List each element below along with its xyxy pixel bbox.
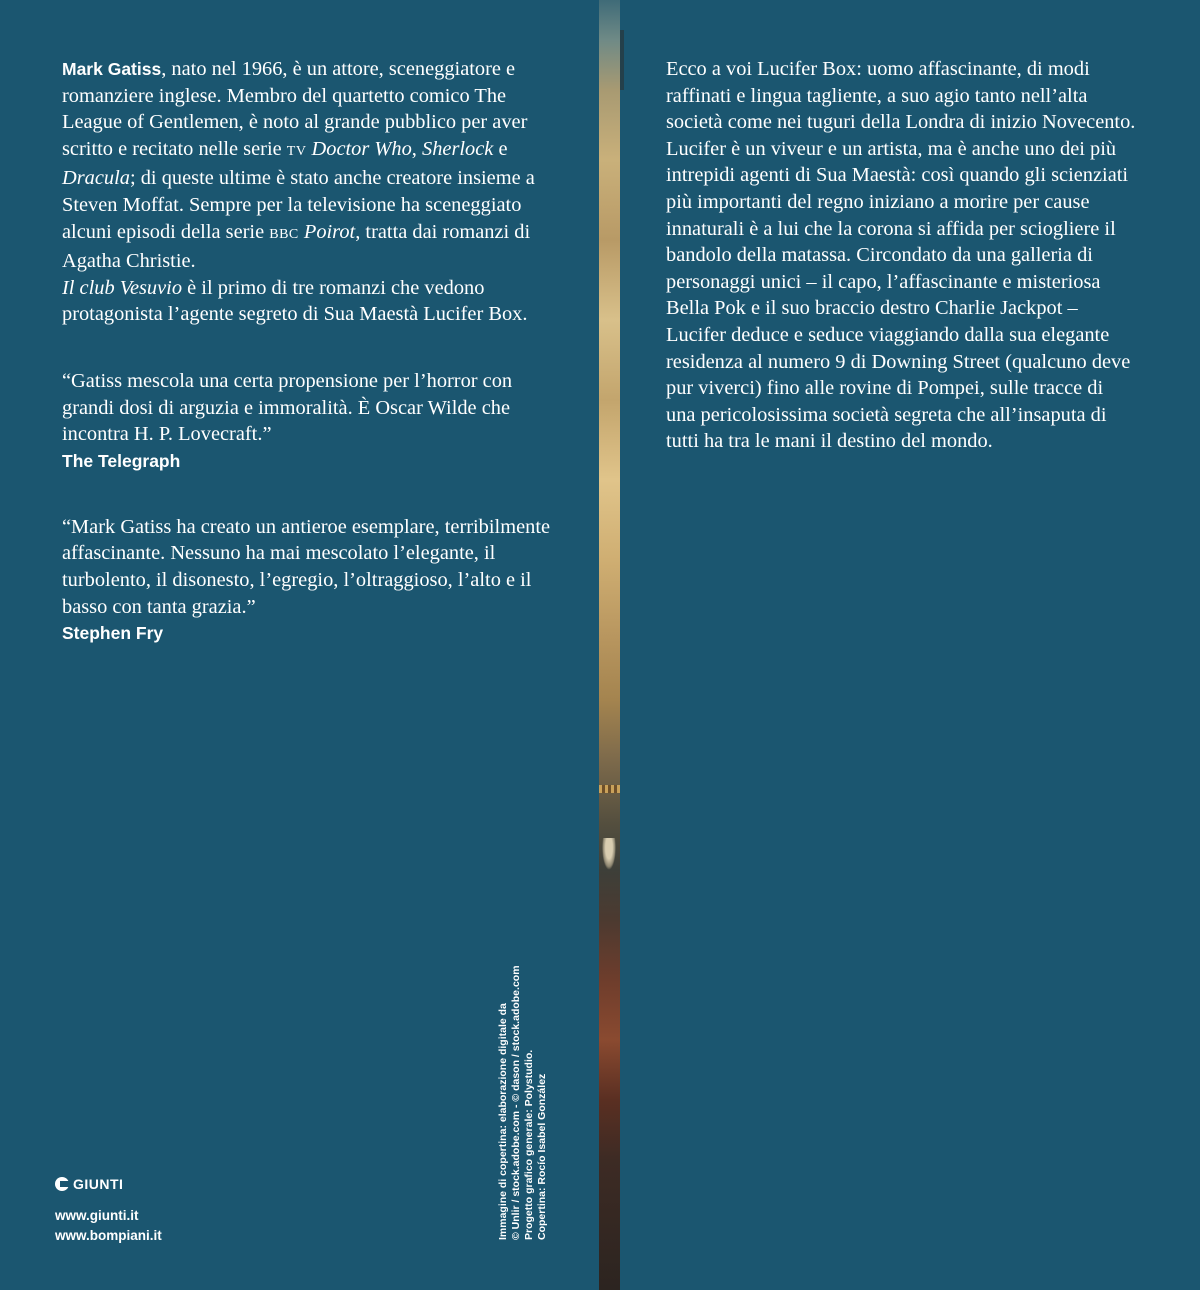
- publisher-block: [55, 1176, 162, 1246]
- quote-text: “Gatiss mescola una certa propensione per l’horror con grandi dosi di arguzia e immoralità. È Oscar Wilde che incontra H. P. Lovecraft.”: [62, 369, 513, 446]
- review-quote: [62, 514, 552, 646]
- blurb-text: Ecco a voi Lucifer Box: uomo affascinante, di modi raffinati e lingua tagliente, a suo agio tanto nell’alta società come nei tuguri della Londra di inizio Novecento. Lucifer è un viveur e un artista, ma è anche uno dei più intrepidi agenti di Sua Maestà: così quando gli scienziati più importanti del regno iniziano a morire per cause innaturali è a lui che la corona si affida per sciogliere il bandolo della matassa. Circondato da una galleria di personaggi unici – il capo, l’affascinante e misteriosa Bella Pok e il suo braccio destro Charlie Jackpot – Lucifer deduce e seduce viaggiando dalla sua elegante residenza al numero 9 di Downing Street (qualcuno deve pur viverci) fino alle rovine di Pompei, sulle tracce di una pericolosissima società segreta che all’insaputa di tutti ha tra le mani il destino del mondo.: [666, 58, 1136, 453]
- review-quote: [62, 368, 552, 474]
- arch-detail: [599, 30, 624, 90]
- back-cover-blurb: [666, 56, 1136, 455]
- giunti-logo: [55, 1176, 162, 1192]
- left-flap: [62, 56, 552, 686]
- giunti-logo-icon: [55, 1177, 69, 1191]
- website-bompiani[interactable]: [55, 1226, 162, 1246]
- bio-text: ,: [411, 137, 422, 160]
- bio-text: , tratta dai romanzi di Agatha Christie.: [62, 220, 531, 273]
- credit-line: Progetto grafico generale: Polystudio.: [523, 1049, 535, 1240]
- author-bio: [62, 56, 552, 328]
- series-title: Doctor Who: [311, 137, 412, 160]
- bio-text: è il primo di tre romanzi che vedono protagonista l’agente segreto di Sua Maestà Lucifer Box.: [62, 276, 528, 326]
- bio-text: , nato nel 1966, è un attore, sceneggiatore e romanziere inglese. Membro del quartetto comico The League of Gentlemen, è noto al grande pubblico per aver scritto e recitato nelle serie: [62, 58, 528, 160]
- logo-text: GIUNTI: [73, 1176, 124, 1192]
- tv-abbrev: TV: [286, 143, 307, 159]
- quote-source: The Telegraph: [62, 450, 181, 471]
- series-title: Dracula: [62, 167, 130, 190]
- bust-detail: [602, 838, 616, 870]
- credit-line: © Unlir / stock.adobe.com - © dason / stock.adobe.com: [510, 965, 522, 1240]
- image-credits: [497, 965, 559, 1240]
- series-title: Sherlock: [422, 137, 494, 160]
- book-title: Il club Vesuvio: [62, 276, 183, 299]
- series-title: Poirot: [303, 220, 356, 243]
- website-link[interactable]: www.bompiani.it: [55, 1228, 162, 1243]
- bio-text: e: [493, 137, 508, 160]
- quote-source: Stephen Fry: [62, 623, 164, 644]
- bbc-abbrev: BBC: [269, 226, 299, 242]
- website-giunti[interactable]: [55, 1206, 162, 1226]
- credit-line: Copertina: Rocío Isabel González: [536, 1073, 548, 1240]
- credit-line: Immagine di copertina: elaborazione digitale da: [497, 1003, 509, 1240]
- frieze-detail: [599, 785, 620, 793]
- bio-text: ; di queste ultime è stato anche creatore insieme a Steven Moffat. Sempre per la televisione ha sceneggiato alcuni episodi della serie: [62, 167, 535, 243]
- quote-text: “Mark Gatiss ha creato un antieroe esemplare, terribilmente affascinante. Nessuno ha mai mescolato l’elegante, il turbolento, il disonesto, l’egregio, l’oltraggioso, l’alto e il basso con tanta grazia.”: [62, 515, 551, 618]
- website-link[interactable]: www.giunti.it: [55, 1208, 139, 1223]
- author-name: Mark Gatiss: [62, 59, 162, 79]
- cover-painting-strip: [599, 0, 620, 1290]
